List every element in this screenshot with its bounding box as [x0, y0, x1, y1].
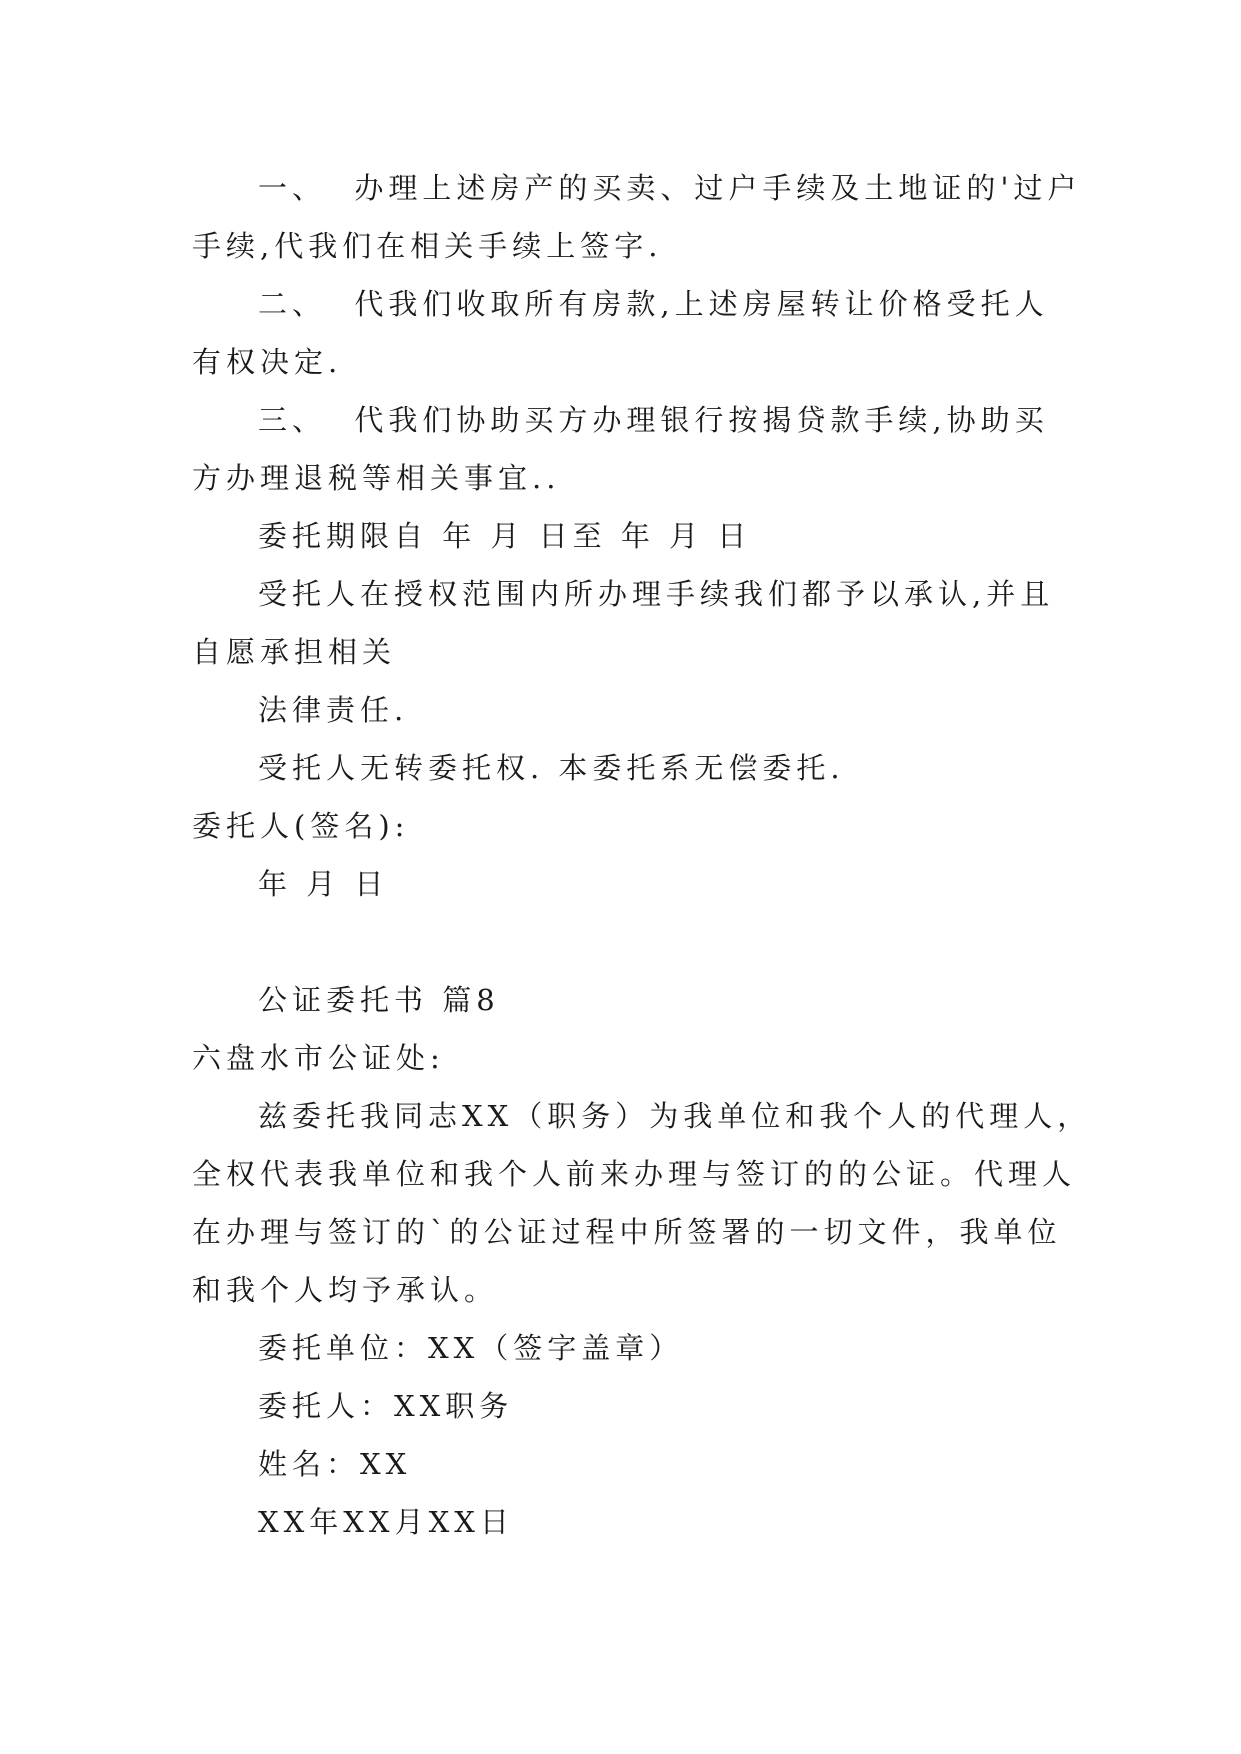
principal-signature: 委托人(签名): — [192, 809, 410, 843]
body-line-4: 和我个人均予承认。 — [192, 1273, 499, 1307]
name-field: 姓名：XX — [258, 1447, 412, 1481]
clause-three-line-1: 三、 代我们协助买方办理银行按揭贷款手续,协助买 — [258, 403, 1049, 437]
no-sub-delegation: 受托人无转委托权. 本委托系无偿委托. — [258, 751, 845, 785]
signature-date: 年 月 日 — [258, 867, 389, 901]
clause-two-line-1: 二、 代我们收取所有房款,上述房屋转让价格受托人 — [258, 287, 1049, 321]
date-line: XX年XX月XX日 — [258, 1505, 514, 1539]
entrusting-unit: 委托单位：XX（签字盖章） — [258, 1331, 684, 1365]
addressee: 六盘水市公证处: — [192, 1041, 445, 1075]
acknowledgement-line-3: 法律责任. — [258, 693, 409, 727]
acknowledgement-line-2: 自愿承担相关 — [192, 635, 397, 669]
principal: 委托人：XX职务 — [258, 1389, 514, 1423]
clause-three-line-2: 方办理退税等相关事宜.. — [192, 461, 561, 495]
body-line-1: 兹委托我同志XX（职务）为我单位和我个人的代理人， — [258, 1099, 1092, 1133]
clause-two-line-2: 有权决定. — [192, 345, 343, 379]
clause-one-line-2: 手续,代我们在相关手续上签字. — [192, 229, 663, 263]
body-line-3: 在办理与签订的`的公证过程中所签署的一切文件，我单位 — [192, 1215, 1062, 1249]
acknowledgement-line-1: 受托人在授权范围内所办理手续我们都予以承认,并且 — [258, 577, 1055, 611]
clause-one-line-1: 一、 办理上述房产的买卖、过户手续及土地证的'过户 — [258, 171, 1082, 205]
section-title: 公证委托书 篇8 — [258, 983, 500, 1017]
body-line-2: 全权代表我单位和我个人前来办理与签订的的公证。代理人 — [192, 1157, 1077, 1191]
term-period: 委托期限自 年 月 日至 年 月 日 — [258, 519, 752, 553]
